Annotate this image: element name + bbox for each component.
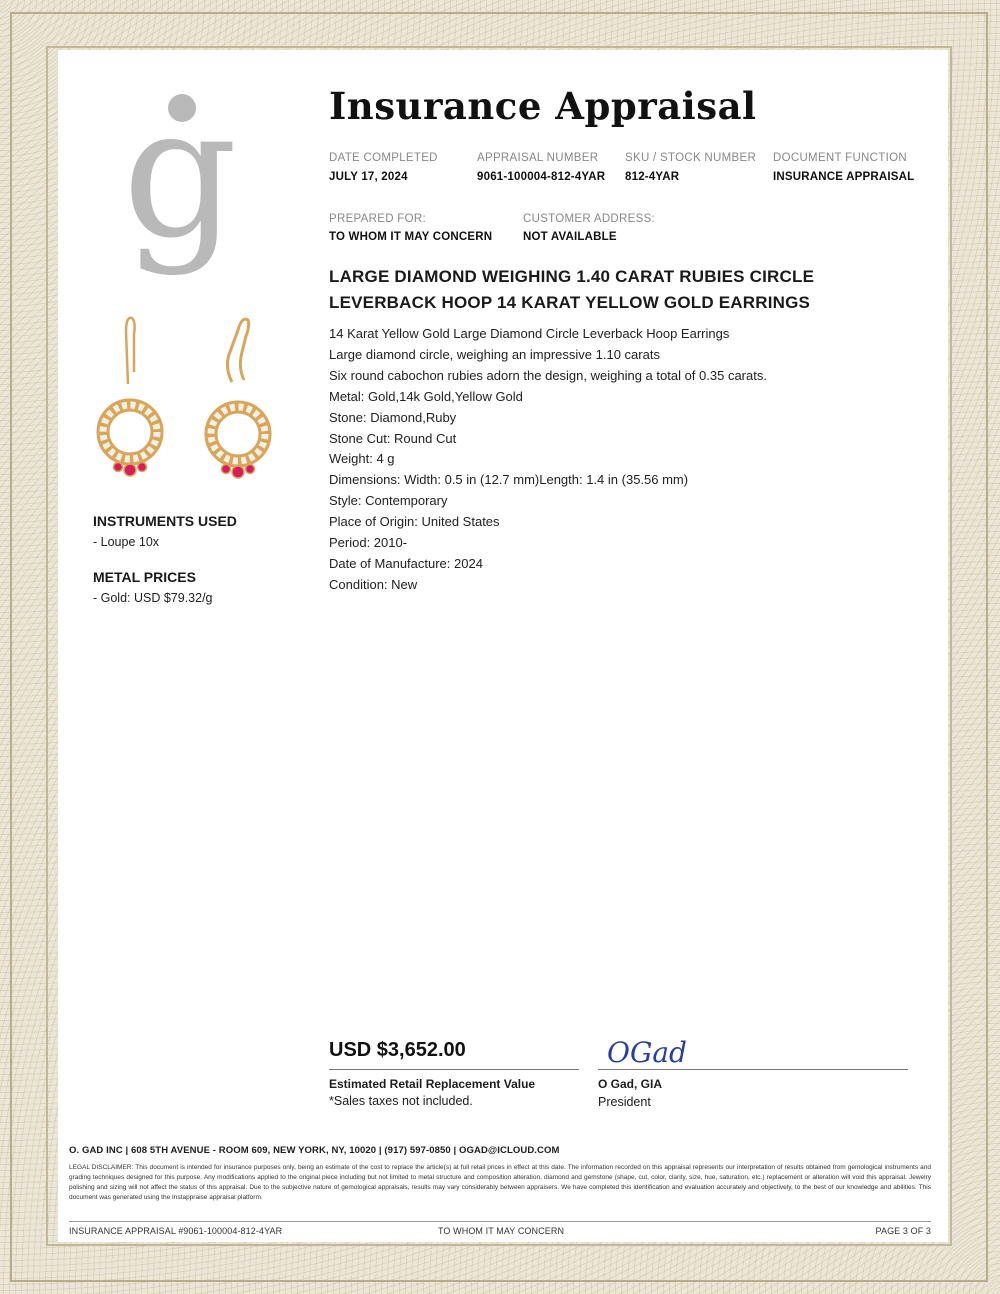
signature-image — [605, 1030, 725, 1070]
appraised-value: USD $3,652.00 — [329, 1039, 466, 1061]
instrument-item: - Loupe 10x — [93, 535, 160, 549]
signature-handwriting: OGad — [607, 1036, 687, 1069]
detail-line: Period: 2010- — [329, 535, 408, 551]
item-details-list — [329, 324, 889, 596]
appraisal-number-value: 9061-100004-812-4YAR — [477, 171, 606, 183]
right-earring — [211, 319, 265, 478]
detail-line: Stone Cut: Round Cut — [329, 430, 457, 446]
detail-line: Condition: New — [329, 576, 418, 592]
sku-value: 812-4YAR — [625, 171, 680, 183]
signature — [605, 1030, 725, 1070]
footer-rule — [69, 1221, 931, 1222]
signature-rule — [598, 1069, 908, 1070]
signer-role: President — [598, 1095, 651, 1109]
earrings-image — [90, 312, 280, 487]
detail-line: Metal: Gold,14k Gold,Yellow Gold — [329, 388, 523, 404]
detail-line: Weight: 4 g — [329, 451, 395, 467]
detail-line: Large diamond circle, weighing an impressive 1.10 carats — [329, 346, 660, 362]
document-function-value: INSURANCE APPRAISAL — [773, 171, 915, 183]
date-completed-value: JULY 17, 2024 — [329, 171, 408, 183]
company-info: O. GAD INC | 608 5TH AVENUE - ROOM 609, NEW YORK, NY, 10020 | (917) 597-0850 | OGAD@ICLOUD.COM — [69, 1145, 560, 1156]
date-completed-label: DATE COMPLETED — [329, 152, 438, 164]
g-logo-icon — [80, 80, 280, 290]
metal-prices-heading: METAL PRICES — [93, 569, 196, 585]
footer-recipient: TO WHOM IT MAY CONCERN — [438, 1226, 565, 1236]
detail-line: Place of Origin: United States — [329, 514, 500, 530]
detail-line: Six round cabochon rubies adorn the design, weighing a total of 0.35 carats. — [329, 367, 767, 383]
prepared-for-label: PREPARED FOR: — [329, 213, 426, 225]
detail-line: Style: Contemporary — [329, 493, 448, 509]
value-rule — [329, 1069, 579, 1070]
company-logo — [80, 80, 280, 290]
logo-letter: g — [122, 80, 238, 278]
sku-label: SKU / STOCK NUMBER — [625, 152, 757, 164]
document-function-label: DOCUMENT FUNCTION — [773, 152, 907, 164]
product-image — [90, 312, 280, 487]
instruments-heading: INSTRUMENTS USED — [93, 513, 237, 529]
left-earring — [103, 318, 157, 476]
tax-note: *Sales taxes not included. — [329, 1094, 473, 1108]
signer-name: O Gad, GIA — [598, 1077, 663, 1091]
legal-disclaimer: LEGAL DISCLAIMER: This document is intended for insurance purposes only, being an estimate of the cost to replace the article(s) at full retail prices in effect at this date. The information recorded on this appraisal represents our interpretation of results obtained from gemological instruments and grading techniques designed for this purpose. Any modifications applied to the original piece including but not limited to metal structure and composition alteration, diamond and gemstone (shape, cut, color, clarity, size, hue, saturation, etc.) replacement or alteration will void this appraisal. Jewelry polishing and sizing will not affect the status of this appraisal. Due to the subjective nature of gemological appraisals, results may vary considerably between appraisers. We have completed this identification and evaluation accurately and objectively, to the best of our knowledge and abilities. This document was generated using the Instappraise appraisal platform. — [69, 1164, 931, 1201]
customer-address-value: NOT AVAILABLE — [523, 231, 617, 243]
metal-price-item: - Gold: USD $79.32/g — [93, 591, 213, 605]
detail-line: 14 Karat Yellow Gold Large Diamond Circle Leverback Hoop Earrings — [329, 326, 730, 341]
detail-line: Stone: Diamond,Ruby — [329, 409, 457, 425]
customer-address-label: CUSTOMER ADDRESS: — [523, 213, 656, 225]
prepared-for-value: TO WHOM IT MAY CONCERN — [329, 231, 493, 243]
detail-line: Dimensions: Width: 0.5 in (12.7 mm)Length: 1.4 in (35.56 mm) — [329, 472, 689, 488]
appraisal-number-label: APPRAISAL NUMBER — [477, 152, 599, 164]
footer-page-number: PAGE 3 OF 3 — [875, 1226, 931, 1236]
value-label: Estimated Retail Replacement Value — [329, 1077, 536, 1091]
detail-line: Date of Manufacture: 2024 — [329, 555, 483, 571]
footer-appraisal-id: INSURANCE APPRAISAL #9061-100004-812-4YAR — [69, 1226, 283, 1236]
document-title: Insurance Appraisal — [329, 84, 757, 128]
item-title: LARGE DIAMOND WEIGHING 1.40 CARAT RUBIES CIRCLE LEVERBACK HOOP 14 KARAT YELLOW GOLD EARRINGS — [329, 267, 815, 312]
